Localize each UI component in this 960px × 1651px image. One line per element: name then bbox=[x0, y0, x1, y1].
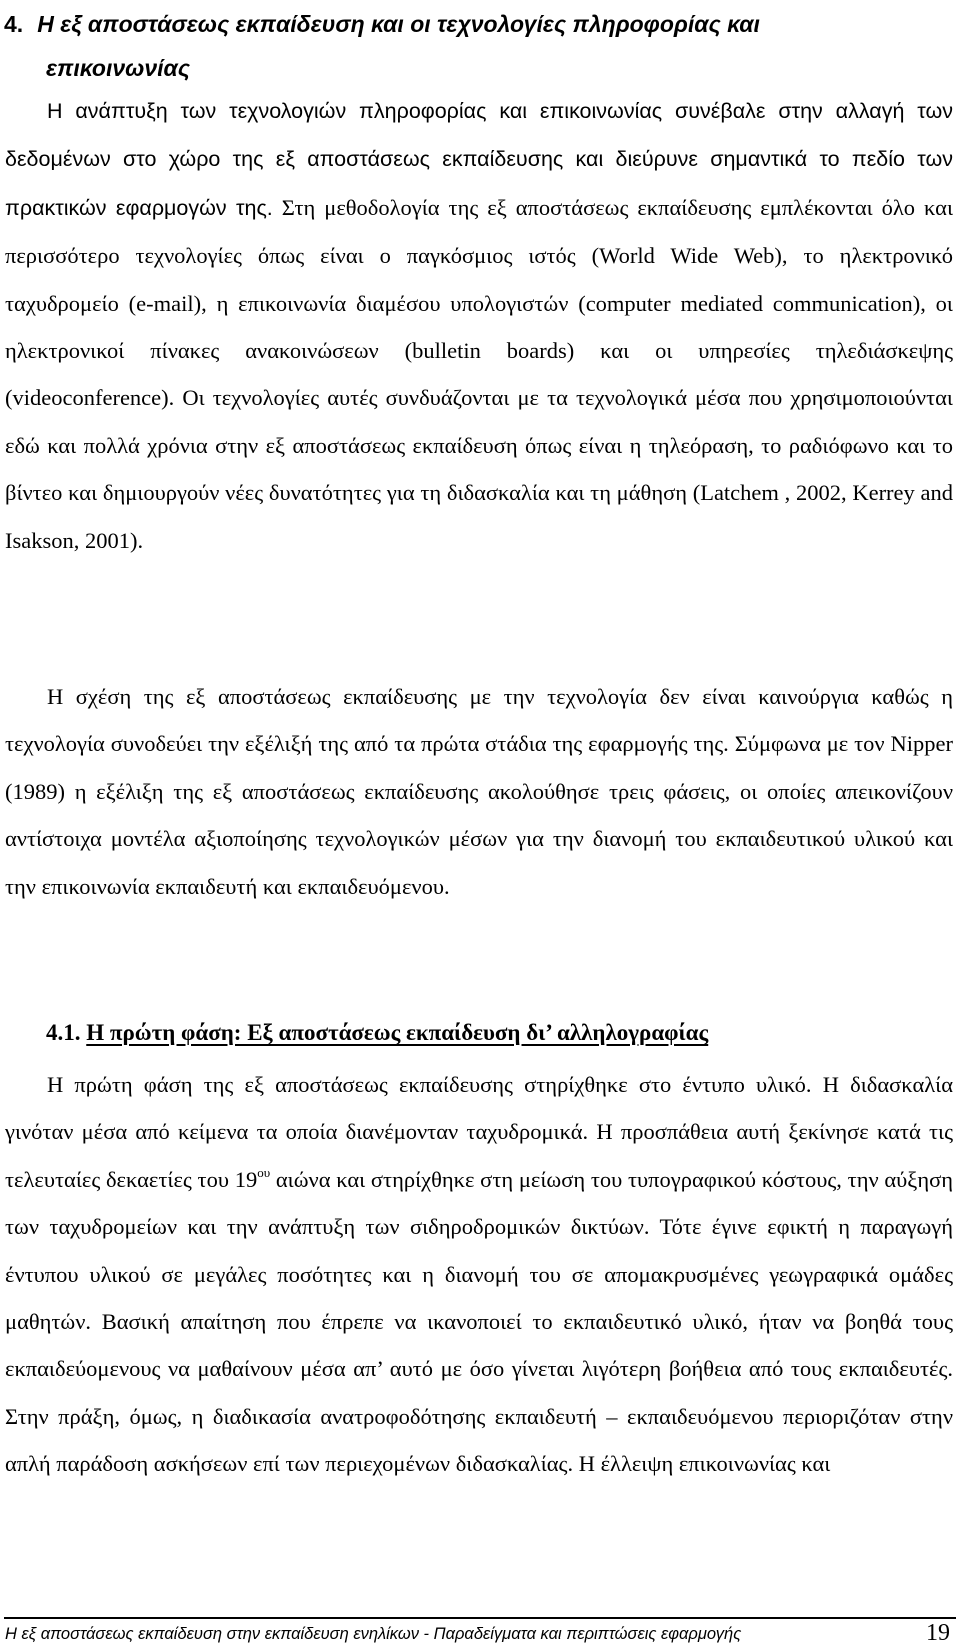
section-heading bbox=[46, 1018, 708, 1048]
chapter-title-line2: επικοινωνίας bbox=[46, 55, 191, 81]
section-number: 4.1. bbox=[46, 1020, 81, 1045]
paragraph-relation-text: Η σχέση της εξ αποστάσεως εκπαίδευσης με την τεχνολογία δεν είναι καινούργια καθώς η τεχνολογία συνοδεύει την εξέλιξή της από τα πρώτα στάδια της εφαρμογής της. Σύμφωνα με τον Nipper (1989) η εξέλιξη της εξ αποστάσεως εκπαίδευσης ακολούθησε τρεις φάσεις, οι οποίες απεικονίζουν αντίστοιχα μοντέλα αξιοποίησης τεχνολογικών μέσων για την διανομή του εκπαιδευτικού υλικού και την επικοινωνία εκπαιδευτή και εκπαιδευόμενου. bbox=[5, 684, 953, 899]
ordinal-superscript: ου bbox=[257, 1164, 271, 1180]
paragraph-relation bbox=[5, 673, 953, 910]
paragraph-intro bbox=[5, 87, 953, 564]
paragraph-first-phase bbox=[5, 1061, 953, 1488]
chapter-number: 4. bbox=[4, 11, 24, 37]
footer-running-title: Η εξ αποστάσεως εκπαίδευση στην εκπαίδευση ενηλίκων - Παραδείγματα και περιπτώσεις εφαρμογής bbox=[5, 1625, 742, 1643]
paragraph-first-phase-part1: Η πρώτη φάση της εξ αποστάσεως εκπαίδευσης στηρίχθηκε στο έντυπο υλικό. Η διδασκαλία γινόταν μέσα από κείμενα τα οποία διανέμονταν ταχυδρομικά. Η προσπάθεια αυτή ξεκίνησε κατά τις τελευταίες δεκαετίες του 19 bbox=[5, 1072, 953, 1192]
page-number: 19 bbox=[926, 1620, 950, 1646]
chapter-heading bbox=[4, 2, 956, 90]
paragraph-first-phase-part2: αιώνα και στηρίχθηκε στη μείωση του τυπογραφικού κόστους, την αύξηση των ταχυδρομείων και την ανάπτυξη των σιδηροδρομικών δικτύων. Τότε έγινε εφικτή η παραγωγή έντυπου υλικού σε μεγάλες ποσότητες και η διανομή του σε απομακρυσμένες γεωγραφικά ομάδες μαθητών. Βασική απαίτηση που έπρεπε να ικανοποιεί το εκπαιδευτικό υλικό, ήταν να βοηθά τους εκπαιδεύομενους να μαθαίνουν μέσα απ’ αυτό με όσο γίνεται λιγότερη βοήθεια από τους εκπαιδευτές. Στην πράξη, όμως, η διαδικασία ανατροφοδότησης εκπαιδευτή – εκπαιδευόμενου περιοριζόταν στην απλή παράδοση ασκήσεων επί των περιεχομένων διδασκαλίας. Η έλλειψη επικοινωνίας και bbox=[5, 1166, 953, 1477]
chapter-title-line1: Η εξ αποστάσεως εκπαίδευση και οι τεχνολογίες πληροφορίας και bbox=[37, 11, 760, 37]
section-title: Η πρώτη φάση: Εξ αποστάσεως εκπαίδευση δι’ αλληλογραφίας bbox=[86, 1020, 709, 1045]
paragraph-intro-rest: Στη μεθοδολογία της εξ αποστάσεως εκπαίδευσης εμπλέκονται όλο και περισσότερο τεχνολογίες όπως είναι ο παγκόσμιος ιστός (World Wide Web), το ηλεκτρονικό ταχυδρομείο (e-mail), η επικοινωνία διαμέσου υπολογιστών (computer mediated communication), οι ηλεκτρονικοί πίνακες ανακοινώσεων (bulletin boards) και οι υπηρεσίες τηλεδιάσκεψης (videoconference). Οι τεχνολογίες αυτές συνδυάζονται με τα τεχνολογικά μέσα που χρησιμοποιούνται εδώ και πολλά χρόνια στην εξ αποστάσεως εκπαίδευση όπως είναι η τηλεόραση, το ραδιόφωνο και το βίντεο και δημιουργούν νέες δυνατότητες για τη διδασκαλία και τη μάθηση (Latchem , 2002, Kerrey and Isakson, 2001). bbox=[5, 194, 954, 553]
paragraph-intro-opening: Η ανάπτυξη των τεχνολογιών πληροφορίας και επικοινωνίας συνέβαλε στην αλλαγή των δεδομένων στο χώρο της εξ αποστάσεως εκπαίδευσης και διεύρυνε σημαντικά το πεδίο των πρακτικών εφαρμογών της. bbox=[5, 99, 953, 220]
footer-divider bbox=[4, 1617, 956, 1619]
